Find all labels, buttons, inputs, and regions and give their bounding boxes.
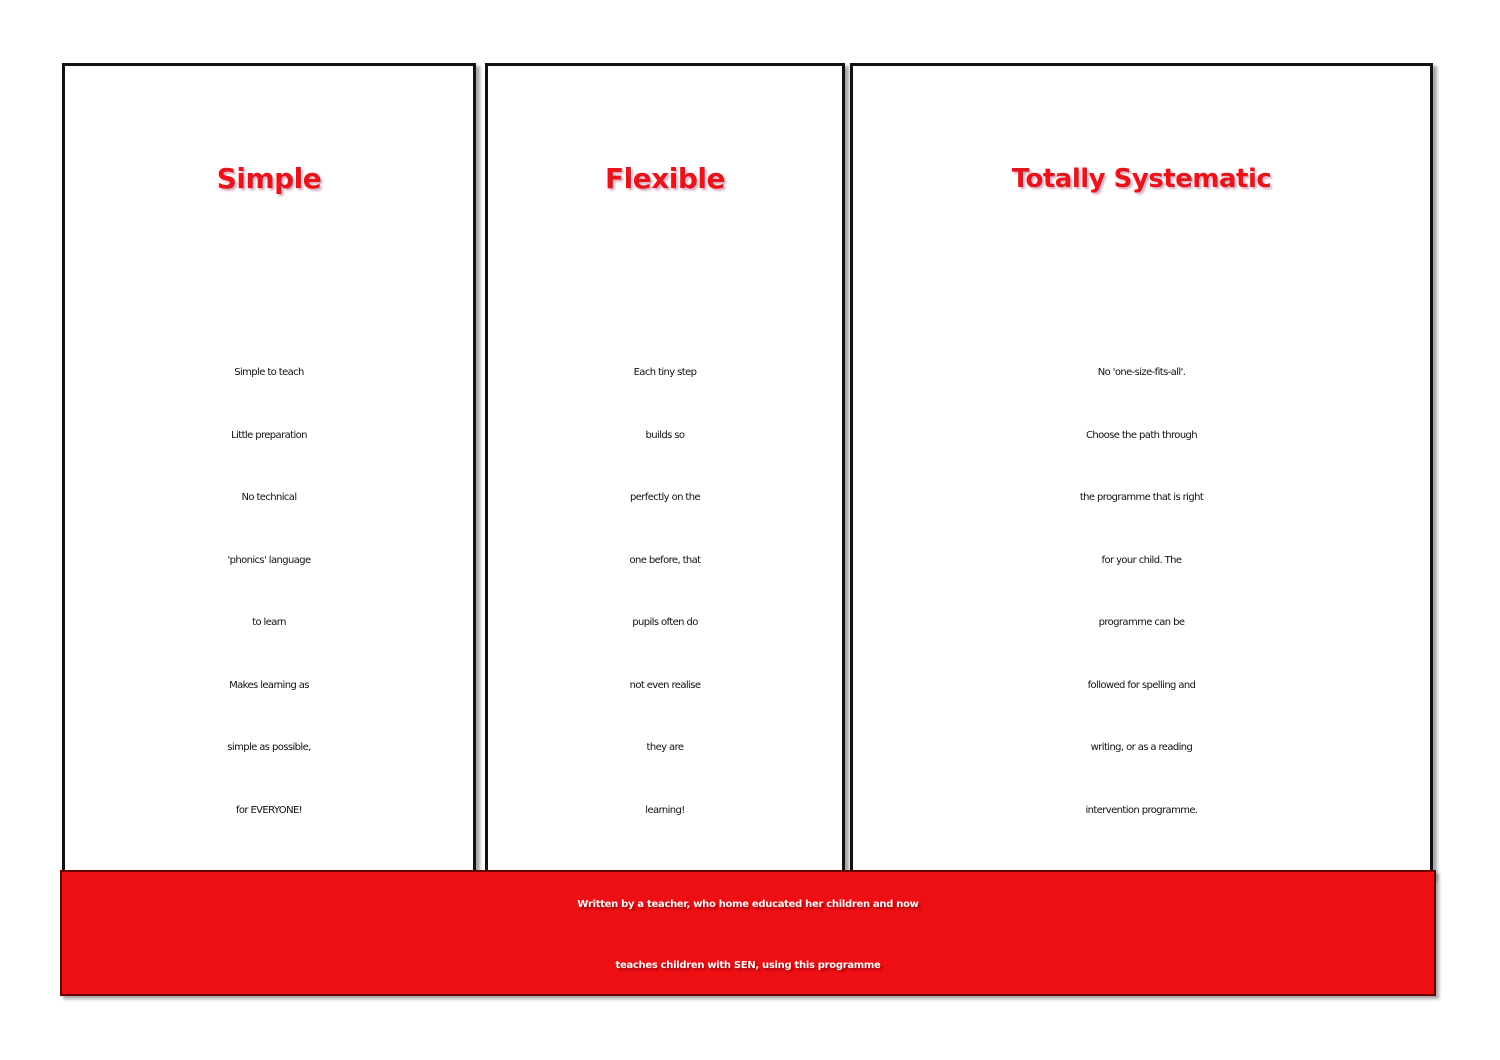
- banner-line: teaches children with SEN, using this programme: [615, 960, 881, 971]
- text-line: one before, that: [629, 554, 701, 566]
- column-simple: [62, 63, 476, 878]
- text-line: simple as possible,: [227, 742, 311, 753]
- text-line: intervention programme.: [1085, 804, 1198, 816]
- column-title: Flexible: [604, 162, 725, 195]
- text-line: Choose the path through: [1085, 429, 1198, 441]
- banner-line: Written by a teacher, who home educated her children and now: [577, 899, 919, 910]
- text-line: programme can be: [1098, 617, 1185, 628]
- text-line: No 'one-size-fits-all'.: [1097, 367, 1186, 378]
- text-line: Makes learning as: [229, 679, 309, 691]
- text-line: pupils often do: [632, 617, 698, 628]
- text-line: Simple to teach: [234, 367, 304, 378]
- text-line: followed for spelling and: [1087, 679, 1196, 691]
- column-title: Totally Systematic: [1011, 164, 1272, 194]
- text-line: the programme that is right: [1079, 492, 1204, 503]
- text-line: they are: [646, 742, 684, 753]
- text-line: for your child. The: [1101, 554, 1182, 566]
- column-text: [853, 342, 1430, 842]
- text-line: for EVERYONE!: [235, 804, 303, 816]
- text-line: Each tiny step: [633, 367, 697, 378]
- text-line: No technical: [241, 492, 297, 503]
- text-line: Little preparation: [231, 429, 307, 441]
- text-line: builds so: [645, 429, 685, 441]
- author-banner: [60, 870, 1436, 996]
- column-flexible: [485, 63, 845, 878]
- column-text: [488, 342, 842, 842]
- text-line: not even realise: [629, 679, 701, 691]
- text-line: writing, or as a reading: [1090, 742, 1193, 753]
- text-line: to learn: [252, 617, 286, 628]
- text-line: perfectly on the: [629, 492, 701, 503]
- column-totally-systematic: [850, 63, 1433, 878]
- text-line: 'phonics' language: [227, 554, 311, 566]
- text-line: learning!: [645, 804, 685, 816]
- column-title: Simple: [216, 162, 322, 195]
- column-text: [65, 342, 473, 842]
